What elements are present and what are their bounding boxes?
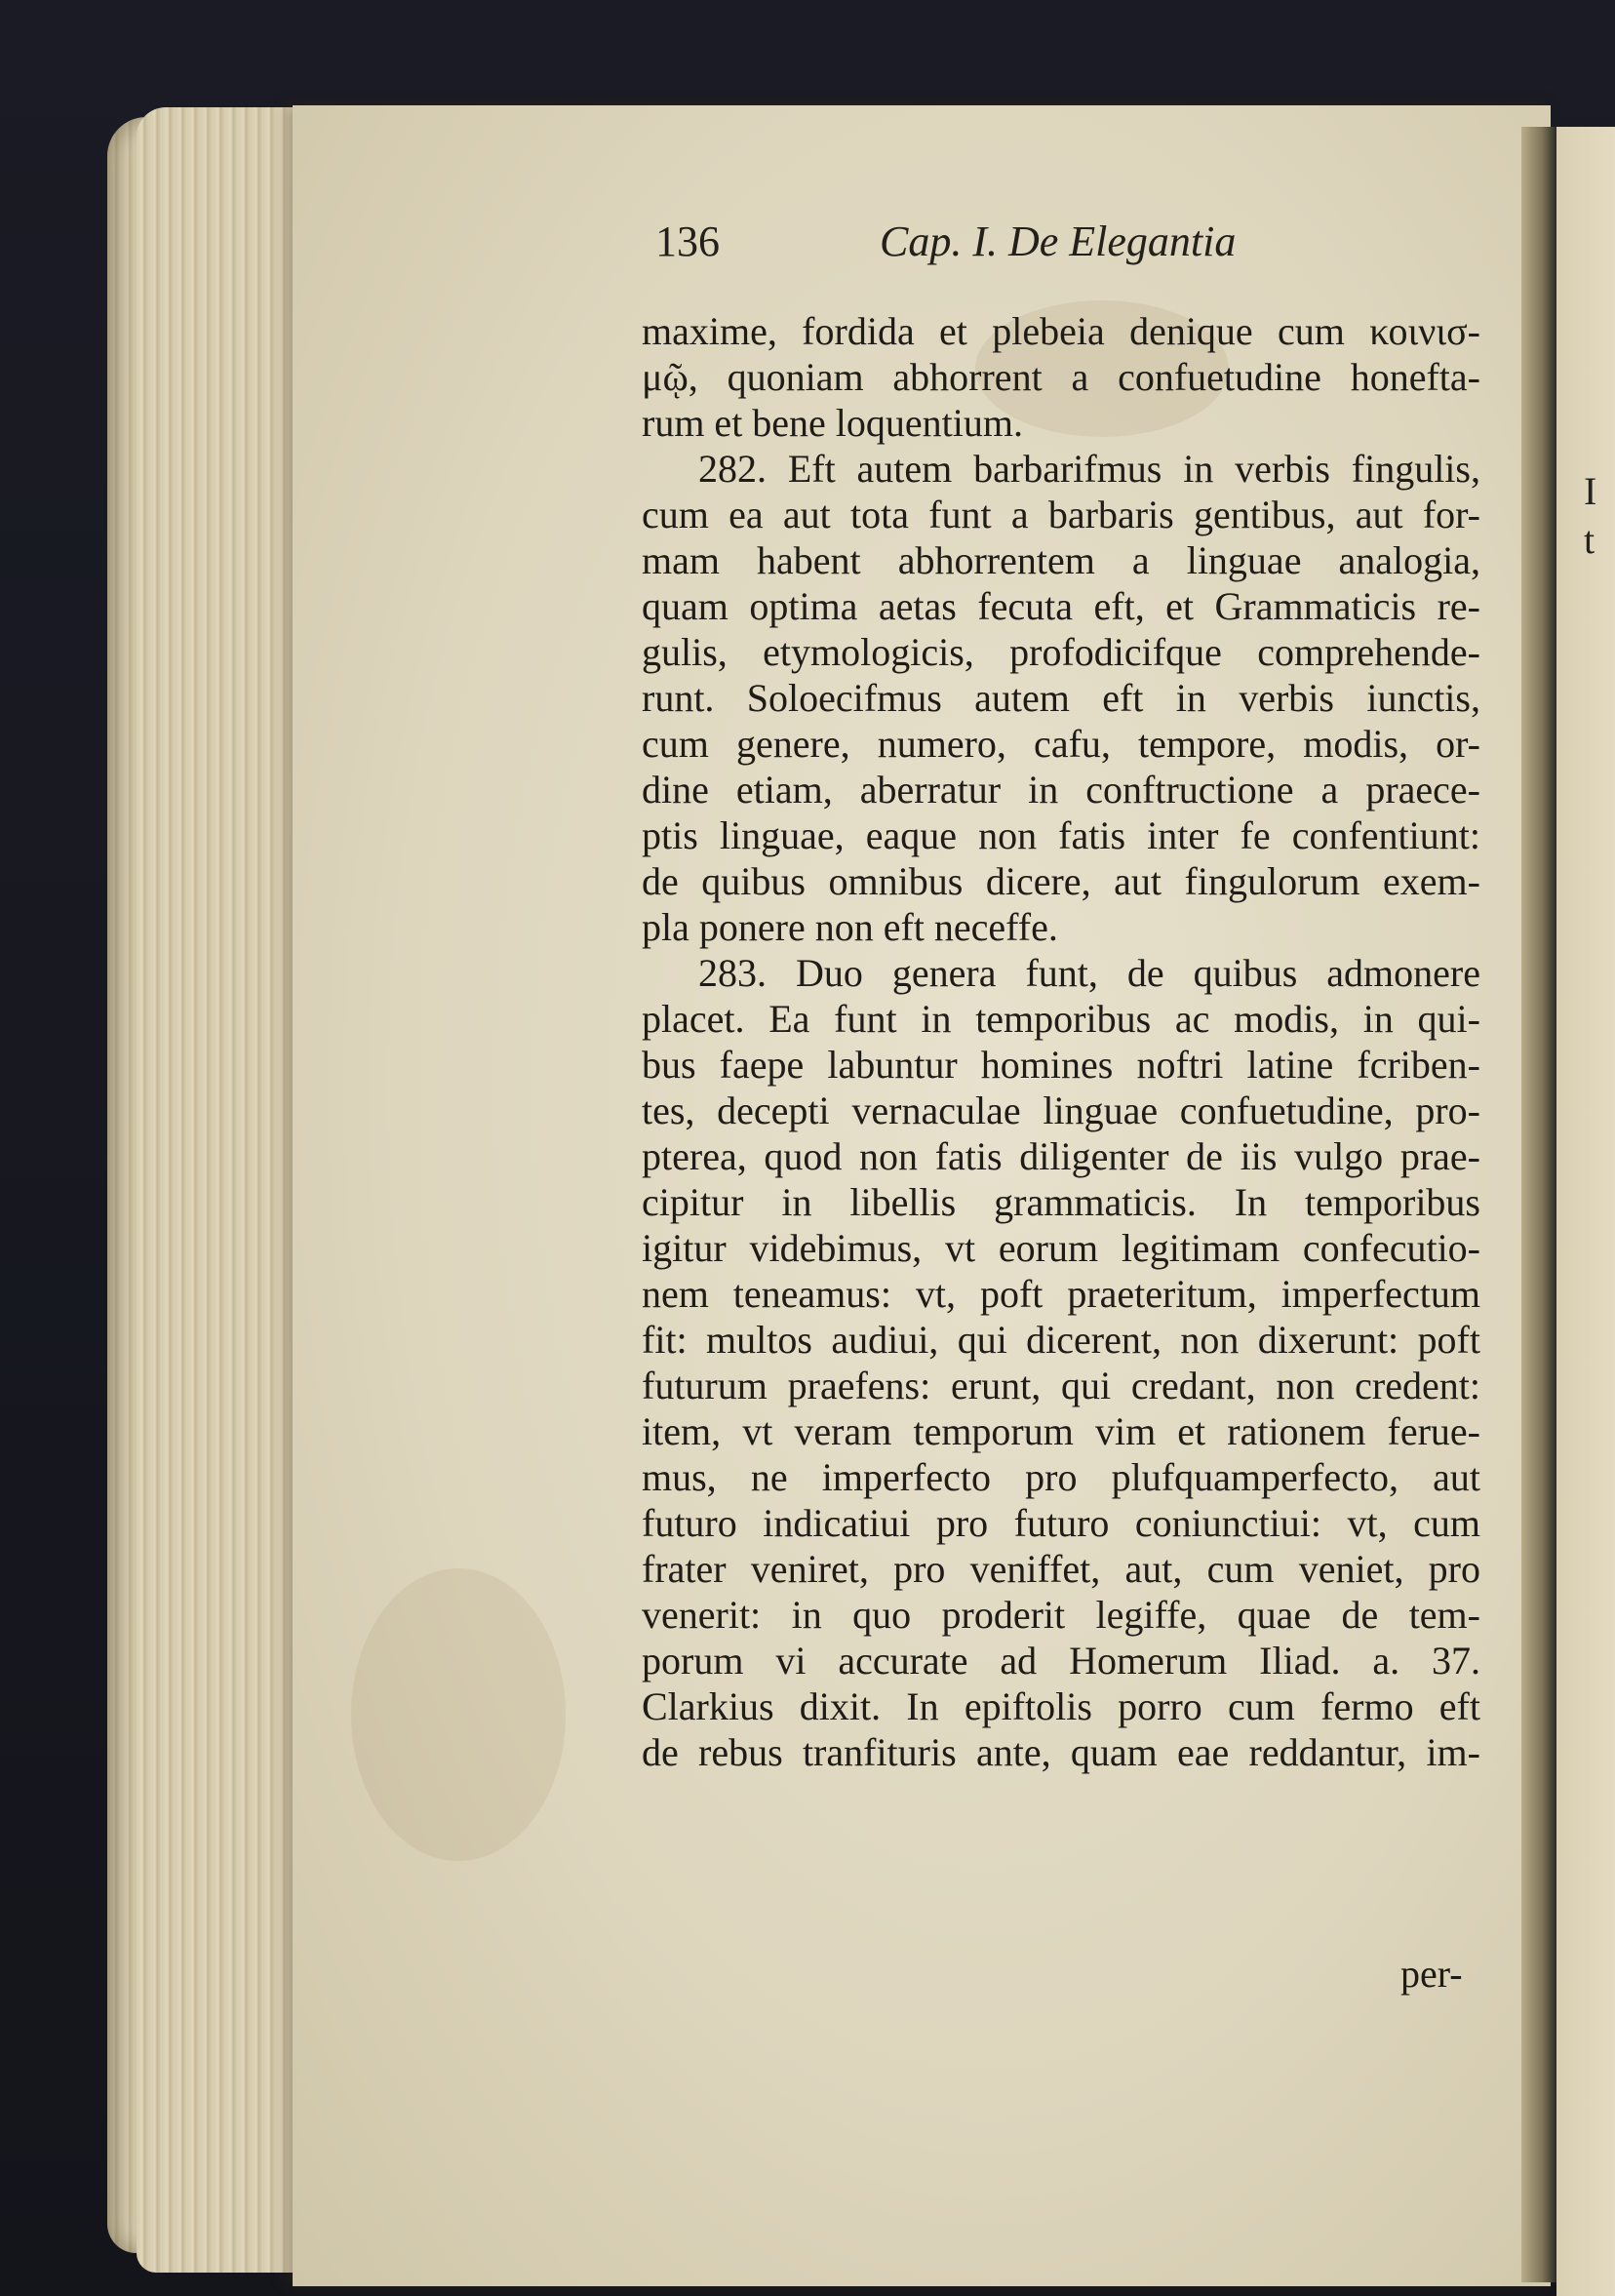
catchword: per- bbox=[1400, 1952, 1463, 1996]
page-edges-inner bbox=[137, 107, 312, 2273]
text-line: fit: multos audiui, qui dicerent, non dixerunt: poft bbox=[642, 1318, 1480, 1362]
text-line: runt. Soloecifmus autem eft in verbis iunctis, bbox=[642, 676, 1480, 720]
text-line: frater veniret, pro veniffet, aut, cum veniet, pro bbox=[642, 1547, 1480, 1591]
body-text bbox=[642, 308, 1480, 1775]
adjacent-page bbox=[1556, 127, 1615, 2296]
text-line: 283. Duo genera funt, de quibus admonere bbox=[698, 951, 1480, 995]
text-line: maxime, fordida et plebeia denique cum κοινισ- bbox=[642, 309, 1480, 353]
text-line: mam habent abhorrentem a linguae analogia, bbox=[642, 538, 1480, 582]
text-line: 282. Eft autem barbarifmus in verbis fingulis, bbox=[698, 447, 1480, 491]
text-line: futuro indicatiui pro futuro coniunctiui: vt, cum bbox=[642, 1501, 1480, 1545]
text-line: bus faepe labuntur homines noftri latine fcriben- bbox=[642, 1043, 1480, 1087]
text-line: de quibus omnibus dicere, aut fingulorum exem- bbox=[642, 859, 1480, 903]
text-line: cum genere, numero, cafu, tempore, modis, or- bbox=[642, 722, 1480, 766]
text-line: de rebus tranfituris ante, quam eae reddantur, im- bbox=[642, 1730, 1480, 1774]
adjacent-page-fragment: t bbox=[1584, 518, 1595, 562]
text-line: ptis linguae, eaque non fatis inter fe confentiunt: bbox=[642, 813, 1480, 857]
text-line: porum vi accurate ad Homerum Iliad. a. 37. bbox=[642, 1639, 1480, 1682]
text-line: cum ea aut tota funt a barbaris gentibus, aut for- bbox=[642, 493, 1480, 536]
page-header bbox=[655, 217, 1533, 285]
text-line: venerit: in quo proderit legiffe, quae de tem- bbox=[642, 1593, 1480, 1637]
text-line: Clarkius dixit. In epiftolis porro cum fermo eft bbox=[642, 1684, 1480, 1728]
text-line: dine etiam, aberratur in conftructione a praece- bbox=[642, 768, 1480, 812]
text-line: μῷ, quoniam abhorrent a confuetudine honefta- bbox=[642, 355, 1480, 399]
text-line: quam optima aetas fecuta eft, et Grammaticis re- bbox=[642, 584, 1480, 628]
running-head: Cap. I. De Elegantia bbox=[880, 218, 1237, 265]
adjacent-page-fragment: I bbox=[1584, 469, 1597, 513]
text-line: igitur videbimus, vt eorum legitimam confecutio- bbox=[642, 1226, 1480, 1270]
text-line: cipitur in libellis grammaticis. In temporibus bbox=[642, 1180, 1480, 1224]
text-line: nem teneamus: vt, poft praeteritum, imperfectum bbox=[642, 1272, 1480, 1316]
paper-stain bbox=[351, 1568, 566, 1861]
text-line: pla ponere non eft neceffe. bbox=[642, 905, 1058, 949]
text-line: placet. Ea funt in temporibus ac modis, in qui- bbox=[642, 997, 1480, 1041]
page-number: 136 bbox=[655, 218, 720, 265]
book-gutter bbox=[1521, 127, 1556, 2282]
text-line: rum et bene loquentium. bbox=[642, 401, 1024, 445]
text-line: tes, decepti vernaculae linguae confuetudine, pro- bbox=[642, 1089, 1480, 1132]
text-line: gulis, etymologicis, profodicifque comprehende- bbox=[642, 630, 1480, 674]
text-line: futurum praefens: erunt, qui credant, non credent: bbox=[642, 1364, 1480, 1407]
text-line: mus, ne imperfecto pro plufquamperfecto, aut bbox=[642, 1455, 1480, 1499]
text-line: pterea, quod non fatis diligenter de iis vulgo prae- bbox=[642, 1134, 1480, 1178]
text-line: item, vt veram temporum vim et rationem ferue- bbox=[642, 1409, 1480, 1453]
